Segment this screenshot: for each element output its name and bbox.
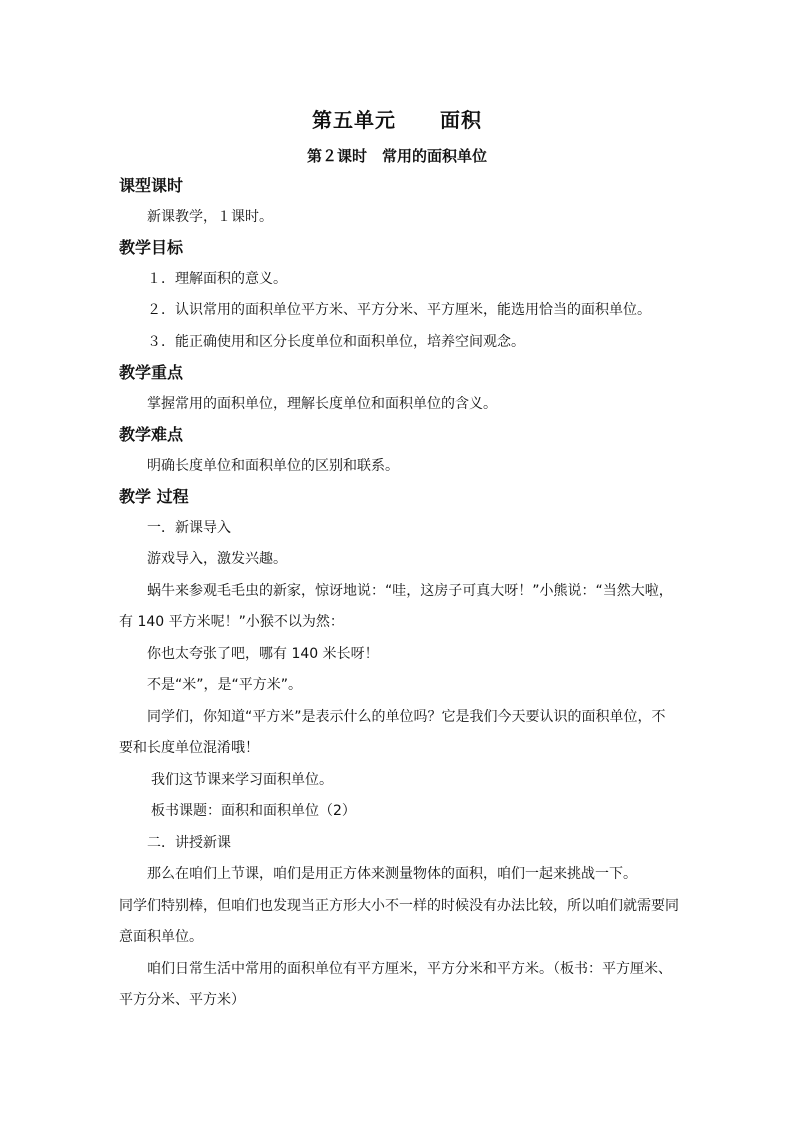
heading-lesson-type: 课型课时	[119, 176, 184, 195]
goal-item-3: ３．能正确使用和区分长度单位和面积单位，培养空间观念。	[147, 334, 525, 350]
heading-difficulties: 教学难点	[119, 425, 184, 444]
title-unit: 第五单元	[312, 108, 396, 132]
process-line: 意面积单位。	[119, 929, 203, 945]
process-line: 二．讲授新课	[147, 835, 231, 851]
process-line: 同学们特别棒，但咱们也发现当正方形大小不一样的时候没有办法比较，所以咱们就需要同	[119, 898, 679, 914]
process-line: 我们这节课来学习面积单位。	[151, 772, 333, 788]
process-line: 咱们日常生活中常用的面积单位有平方厘米，平方分米和平方米。（板书：平方厘米、	[147, 961, 672, 977]
goal-item-2: ２．认识常用的面积单位平方米、平方分米、平方厘米，能选用恰当的面积单位。	[147, 302, 651, 318]
process-line: 那么在咱们上节课，咱们是用正方体来测量物体的面积，咱们一起来挑战一下。	[147, 866, 637, 882]
process-line: 要和长度单位混淆哦！	[119, 740, 259, 756]
heading-key-points: 教学重点	[119, 363, 184, 382]
goal-item-1: １．理解面积的意义。	[147, 271, 287, 287]
heading-process: 教学 过程	[119, 487, 189, 506]
process-line: 同学们，你知道“平方米”是表示什么的单位吗？它是我们今天要认识的面积单位，不	[147, 709, 666, 725]
process-line: 平方分米、平方米）	[119, 992, 245, 1008]
lesson-type-text: 新课教学，１课时。	[147, 209, 273, 225]
key-points-text: 掌握常用的面积单位，理解长度单位和面积单位的含义。	[147, 396, 497, 412]
process-line: 板书课题：面积和面积单位（2）	[151, 803, 356, 819]
process-line: 有 140 平方米呢！”小猴不以为然：	[119, 614, 344, 630]
heading-goals: 教学目标	[119, 238, 184, 257]
process-line: 不是“米”，是“平方米”。	[147, 677, 303, 693]
difficulties-text: 明确长度单位和面积单位的区别和联系。	[147, 458, 399, 474]
lesson-subtitle: 第２课时 常用的面积单位	[306, 147, 487, 165]
process-line: 一．新课导入	[147, 520, 231, 536]
page-title	[0, 104, 794, 133]
title-topic: 面积	[440, 108, 482, 132]
process-line: 你也太夸张了吧，哪有 140 米长呀！	[147, 646, 379, 662]
process-line: 游戏导入，激发兴趣。	[147, 551, 287, 567]
process-line: 蜗牛来参观毛毛虫的新家，惊讶地说：“哇，这房子可真大呀！”小熊说：“当然大啦，	[147, 583, 673, 599]
